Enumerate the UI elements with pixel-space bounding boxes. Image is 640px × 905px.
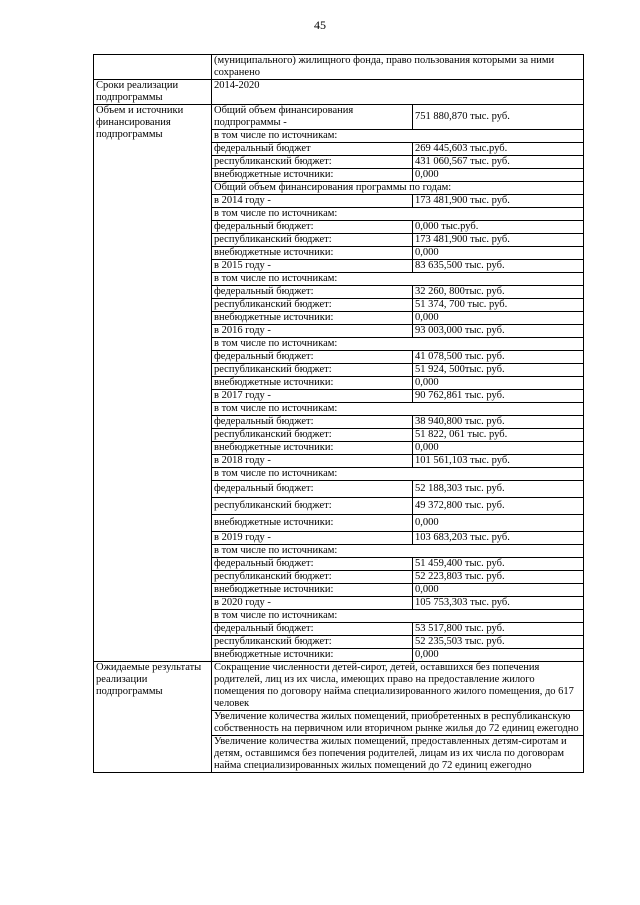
year-label: в 2015 году - xyxy=(212,260,413,273)
year-source-value: 0,000 xyxy=(413,312,584,325)
year-source-value: 52 188,303 тыс. руб. xyxy=(413,481,584,498)
year-source-label: федеральный бюджет: xyxy=(212,481,413,498)
expected-result-item: Увеличение количества жилых помещений, предоставленных детям-сиротам и детям, оставшимся без попечения родителей, лицам из их числа по договорам найма специализированных жилых помещений до 72 единиц ежегодно xyxy=(214,736,567,771)
source-label: республиканский бюджет: xyxy=(212,156,413,169)
year-source-label: внебюджетные источники: xyxy=(212,584,413,597)
year-source-label: республиканский бюджет: xyxy=(212,364,413,377)
year-source-label: внебюджетные источники: xyxy=(212,377,413,390)
empty-label-cell xyxy=(94,55,212,80)
continuation-text: (муниципального) жилищного фонда, право пользования которыми за ними сохранено xyxy=(212,55,584,80)
year-source-label: внебюджетные источники: xyxy=(212,442,413,455)
year-label: в 2014 году - xyxy=(212,195,413,208)
year-label: в 2018 году - xyxy=(212,455,413,468)
year-source-value: 49 372,800 тыс. руб. xyxy=(413,498,584,515)
year-source-label: федеральный бюджет: xyxy=(212,416,413,429)
expected-result-item: Увеличение количества жилых помещений, приобретенных в республиканскую собственность на первичном или вторичном рынке жилья до 72 единиц ежегодно xyxy=(212,711,583,736)
year-source-label: внебюджетные источники: xyxy=(212,312,413,325)
year-by-sources-label: в том числе по источникам: xyxy=(212,403,583,416)
year-source-value: 51 822, 061 тыс. руб. xyxy=(413,429,584,442)
continuation-row xyxy=(94,55,584,80)
year-source-label: республиканский бюджет: xyxy=(212,498,413,515)
source-value: 269 445,603 тыс.руб. xyxy=(413,143,584,156)
year-total-value: 83 635,500 тыс. руб. xyxy=(413,260,584,273)
year-source-value: 53 517,800 тыс. руб. xyxy=(413,623,584,636)
year-source-value: 0,000 xyxy=(413,584,584,597)
year-source-label: федеральный бюджет: xyxy=(212,351,413,364)
year-source-label: республиканский бюджет: xyxy=(212,429,413,442)
year-by-sources-label: в том числе по источникам: xyxy=(212,610,583,623)
page-number: 45 xyxy=(314,18,326,32)
year-source-value: 0,000 тыс.руб. xyxy=(413,221,584,234)
year-source-value: 173 481,900 тыс. руб. xyxy=(413,234,584,247)
source-value: 0,000 xyxy=(413,169,584,182)
financing-by-years-label: Общий объем финансирования программы по годам: xyxy=(212,182,583,195)
expected-result-item: Сокращение численности детей-сирот, детей, оставшихся без попечения родителей, лиц из их числа, имеющих право на предоставление жилого помещения по договору найма специализированного жилого помещения, до 617 человек xyxy=(212,662,583,711)
year-source-value: 0,000 xyxy=(413,515,584,532)
financing-table xyxy=(212,105,583,661)
year-source-label: федеральный бюджет: xyxy=(212,221,413,234)
year-source-value: 0,000 xyxy=(413,377,584,390)
source-label: федеральный бюджет xyxy=(212,143,413,156)
year-by-sources-label: в том числе по источникам: xyxy=(212,273,583,286)
year-source-label: федеральный бюджет: xyxy=(212,286,413,299)
terms-value: 2014-2020 xyxy=(212,80,584,105)
year-source-value: 41 078,500 тыс. руб. xyxy=(413,351,584,364)
year-total-value: 90 762,861 тыс. руб. xyxy=(413,390,584,403)
year-source-label: внебюджетные источники: xyxy=(212,649,413,662)
financing-row xyxy=(94,105,584,662)
source-value: 431 060,567 тыс. руб. xyxy=(413,156,584,169)
source-label: внебюджетные источники: xyxy=(212,169,413,182)
year-source-value: 51 459,400 тыс. руб. xyxy=(413,558,584,571)
financing-label: Объем и источники финансирования подпрограммы xyxy=(94,105,212,662)
financing-total-value: 751 880,870 тыс. руб. xyxy=(413,105,584,130)
year-source-value: 51 374, 700 тыс. руб. xyxy=(413,299,584,312)
year-source-value: 52 235,503 тыс. руб. xyxy=(413,636,584,649)
year-source-value: 52 223,803 тыс. руб. xyxy=(413,571,584,584)
year-source-value: 0,000 xyxy=(413,442,584,455)
year-source-label: внебюджетные источники: xyxy=(212,515,413,532)
expected-results-list xyxy=(212,662,584,773)
year-by-sources-label: в том числе по источникам: xyxy=(212,468,583,481)
financing-by-sources-label: в том числе по источникам: xyxy=(212,130,583,143)
financing-total-label: Общий объем финансирования подпрограммы - xyxy=(212,105,413,130)
financing-details xyxy=(212,105,584,662)
year-label: в 2016 году - xyxy=(212,325,413,338)
terms-label: Сроки реализации подпрограммы xyxy=(94,80,212,105)
year-label: в 2020 году - xyxy=(212,597,413,610)
expected-results-label: Ожидаемые результаты реализации подпрограммы xyxy=(94,662,212,773)
year-source-label: республиканский бюджет: xyxy=(212,299,413,312)
year-source-value: 0,000 xyxy=(415,649,439,660)
year-source-value: 0,000 xyxy=(413,247,584,260)
year-source-label: республиканский бюджет: xyxy=(212,571,413,584)
year-total-value: 105 753,303 тыс. руб. xyxy=(413,597,584,610)
subprogram-passport-table xyxy=(93,54,584,773)
year-by-sources-label: в том числе по источникам: xyxy=(212,338,583,351)
year-source-label: республиканский бюджет: xyxy=(212,234,413,247)
year-source-value: 32 260, 800тыс. руб. xyxy=(413,286,584,299)
expected-results-row xyxy=(94,662,584,773)
year-source-label: внебюджетные источники: xyxy=(212,247,413,260)
year-label: в 2019 году - xyxy=(212,532,413,545)
year-source-value: 51 924, 500тыс. руб. xyxy=(413,364,584,377)
year-source-label: федеральный бюджет: xyxy=(212,623,413,636)
year-source-value: 38 940,800 тыс. руб. xyxy=(413,416,584,429)
year-source-label: федеральный бюджет: xyxy=(212,558,413,571)
terms-row xyxy=(94,80,584,105)
year-by-sources-label: в том числе по источникам: xyxy=(212,545,583,558)
year-source-label: республиканский бюджет: xyxy=(212,636,413,649)
year-by-sources-label: в том числе по источникам: xyxy=(212,208,583,221)
year-total-value: 103 683,203 тыс. руб. xyxy=(413,532,584,545)
year-total-value: 173 481,900 тыс. руб. xyxy=(413,195,584,208)
year-total-value: 93 003,000 тыс. руб. xyxy=(413,325,584,338)
year-total-value: 101 561,103 тыс. руб. xyxy=(413,455,584,468)
year-label: в 2017 году - xyxy=(212,390,413,403)
